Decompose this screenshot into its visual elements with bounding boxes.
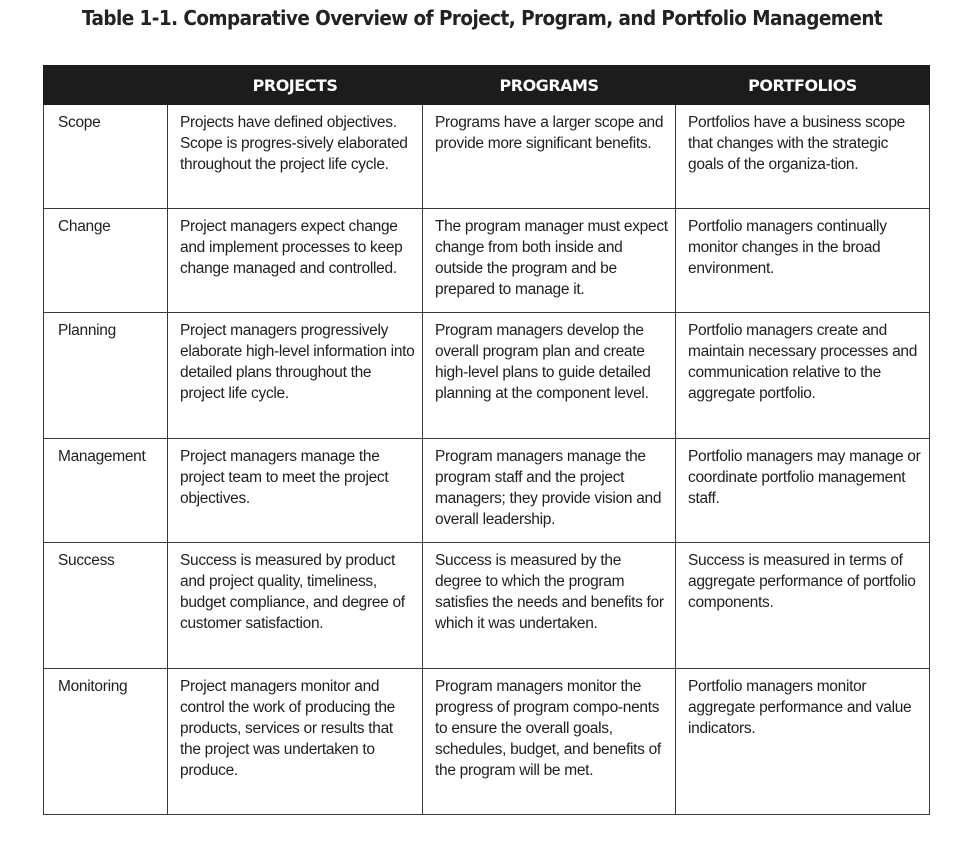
cell-portfolios: Success is measured in terms of aggregate performance of portfolio components. [676, 543, 930, 669]
comparison-table [43, 65, 930, 815]
cell-portfolios: Portfolio managers may manage or coordinate portfolio management staff. [676, 439, 930, 543]
cell-projects: Project managers expect change and implement processes to keep change managed and controlled. [168, 209, 423, 313]
header-corner-cell [44, 66, 168, 105]
cell-projects: Project managers monitor and control the work of producing the products, services or results that the project was undertaken to produce. [168, 669, 423, 815]
row-label: Management [44, 439, 168, 543]
cell-portfolios: Portfolios have a business scope that changes with the strategic goals of the organiza-tion. [676, 105, 930, 209]
cell-portfolios: Portfolio managers continually monitor changes in the broad environment. [676, 209, 930, 313]
row-label: Monitoring [44, 669, 168, 815]
cell-projects: Project managers manage the project team to meet the project objectives. [168, 439, 423, 543]
cell-projects: Projects have defined objectives. Scope is progres-sively elaborated throughout the project life cycle. [168, 105, 423, 209]
cell-programs: Program managers manage the program staff and the project managers; they provide vision and overall leadership. [423, 439, 676, 543]
header-row [44, 66, 930, 105]
header-programs: PROGRAMS [423, 66, 676, 105]
cell-programs: The program manager must expect change from both inside and outside the program and be prepared to manage it. [423, 209, 676, 313]
table-title: Table 1-1. Comparative Overview of Project, Program, and Portfolio Management [81, 6, 883, 30]
table-row-monitoring [44, 669, 930, 815]
table-row-planning [44, 313, 930, 439]
row-label: Success [44, 543, 168, 669]
cell-portfolios: Portfolio managers monitor aggregate performance and value indicators. [676, 669, 930, 815]
header-projects: PROJECTS [168, 66, 423, 105]
cell-programs: Programs have a larger scope and provide more significant benefits. [423, 105, 676, 209]
row-label: Scope [44, 105, 168, 209]
table-body [44, 105, 930, 815]
table-row-scope [44, 105, 930, 209]
cell-programs: Program managers monitor the progress of program compo-nents to ensure the overall goals, schedules, budget, and benefits of the program will be met. [423, 669, 676, 815]
table-row-management [44, 439, 930, 543]
cell-projects: Success is measured by product and project quality, timeliness, budget compliance, and degree of customer satisfaction. [168, 543, 423, 669]
table-row-success [44, 543, 930, 669]
row-label: Planning [44, 313, 168, 439]
table-row-change [44, 209, 930, 313]
cell-projects: Project managers progressively elaborate high-level information into detailed plans throughout the project life cycle. [168, 313, 423, 439]
cell-programs: Success is measured by the degree to which the program satisfies the needs and benefits for which it was undertaken. [423, 543, 676, 669]
header-portfolios: PORTFOLIOS [676, 66, 930, 105]
row-label: Change [44, 209, 168, 313]
cell-portfolios: Portfolio managers create and maintain necessary processes and communication relative to the aggregate portfolio. [676, 313, 930, 439]
cell-programs: Program managers develop the overall program plan and create high-level plans to guide detailed planning at the component level. [423, 313, 676, 439]
table-header [44, 66, 930, 105]
